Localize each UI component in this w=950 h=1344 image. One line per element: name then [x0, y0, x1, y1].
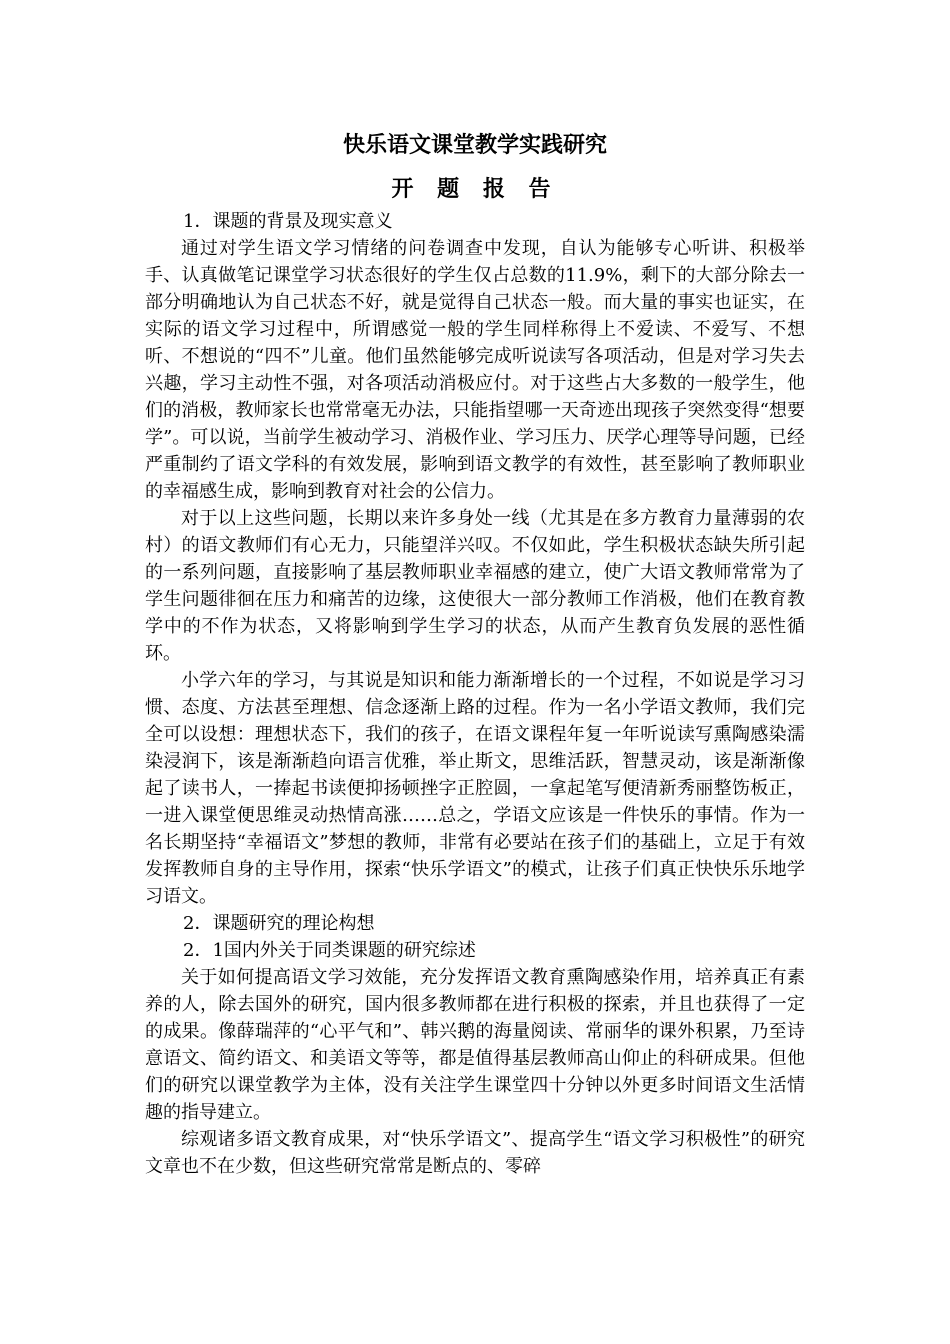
paragraph-2: 对于以上这些问题，长期以来许多身处一线（尤其是在多方教育力量薄弱的农村）的语文教师们有心无力，只能望洋兴叹。不仅如此，学生积极状态缺失所引起的一系列问题，直接影响了基层教师职业幸福感的建立，使广大语文教师常常为了学生问题徘徊在压力和痛苦的边缘，这使很大一部分教师工作消极，他们在教育教学中的不作为状态，又将影响到学生学习的状态，从而产生教育负发展的恶性循环。: [145, 508, 805, 664]
section-2-1-heading: 2．1国内外关于同类课题的研究综述: [183, 940, 476, 961]
document-page: [145, 128, 805, 1180]
document-subtitle: 开 题 报 告: [391, 176, 559, 202]
paragraph-4: 关于如何提高语文学习效能，充分发挥语文教育熏陶感染作用，培养真正有素养的人，除去国外的研究，国内很多教师都在进行积极的探索，并且也获得了一定的成果。像薛瑞萍的“心平气和”、韩兴鹅的海量阅读、常丽华的课外积累，乃至诗意语文、简约语文、和美语文等等，都是值得基层教师高山仰止的科研成果。但他们的研究以课堂教学为主体，没有关注学生课堂四十分钟以外更多时间语文生活情趣的指导建立。: [145, 967, 805, 1123]
paragraph-1: 通过对学生语文学习情绪的问卷调查中发现，自认为能够专心听讲、积极举手、认真做笔记课堂学习状态很好的学生仅占总数的11.9%，剩下的大部分除去一部分明确地认为自己状态不好，就是觉得自己状态一般。而大量的事实也证实，在实际的语文学习过程中，所谓感觉一般的学生同样称得上不爱读、不爱写、不想听、不想说的“四不”儿童。他们虽然能够完成听说读写各项活动，但是对学习失去兴趣，学习主动性不强，对各项活动消极应付。对于这些占大多数的一般学生，他们的消极，教师家长也常常毫无办法，只能指望哪一天奇迹出现孩子突然变得“想要学”。可以说，当前学生被动学习、消极作业、学习压力、厌学心理等导问题，已经严重制约了语文学科的有效发展，影响到语文教学的有效性，甚至影响了教师职业的幸福感生成，影响到教育对社会的公信力。: [145, 238, 805, 502]
section-2-heading: 2．课题研究的理论构想: [183, 913, 375, 934]
paragraph-3: 小学六年的学习，与其说是知识和能力渐渐增长的一个过程，不如说是学习习惯、态度、方法甚至理想、信念逐渐上路的过程。作为一名小学语文教师，我们完全可以设想：理想状态下，我们的孩子，在语文课程年复一年听说读写熏陶感染濡染浸润下，该是渐渐趋向语言优雅，举止斯文，思维活跃，智慧灵动，该是渐渐像起了读书人，一捧起书读便抑扬顿挫字正腔圆，一拿起笔写便清新秀丽整饬板正，一进入课堂便思维灵动热情高涨……总之，学语文应该是一件快乐的事情。作为一名长期坚持“幸福语文”梦想的教师，非常有必要站在孩子们的基础上，立足于有效发挥教师自身的主导作用，探索“快乐学语文”的模式，让孩子们真正快快乐乐地学习语文。: [145, 670, 805, 907]
document-title: 快乐语文课堂教学实践研究: [342, 132, 607, 158]
section-1-heading: 1．课题的背景及现实意义: [183, 211, 393, 232]
paragraph-5: 综观诸多语文教育成果，对“快乐学语文”、提高学生“语文学习积极性”的研究文章也不在少数，但这些研究常常是断点的、零碎: [145, 1129, 805, 1177]
